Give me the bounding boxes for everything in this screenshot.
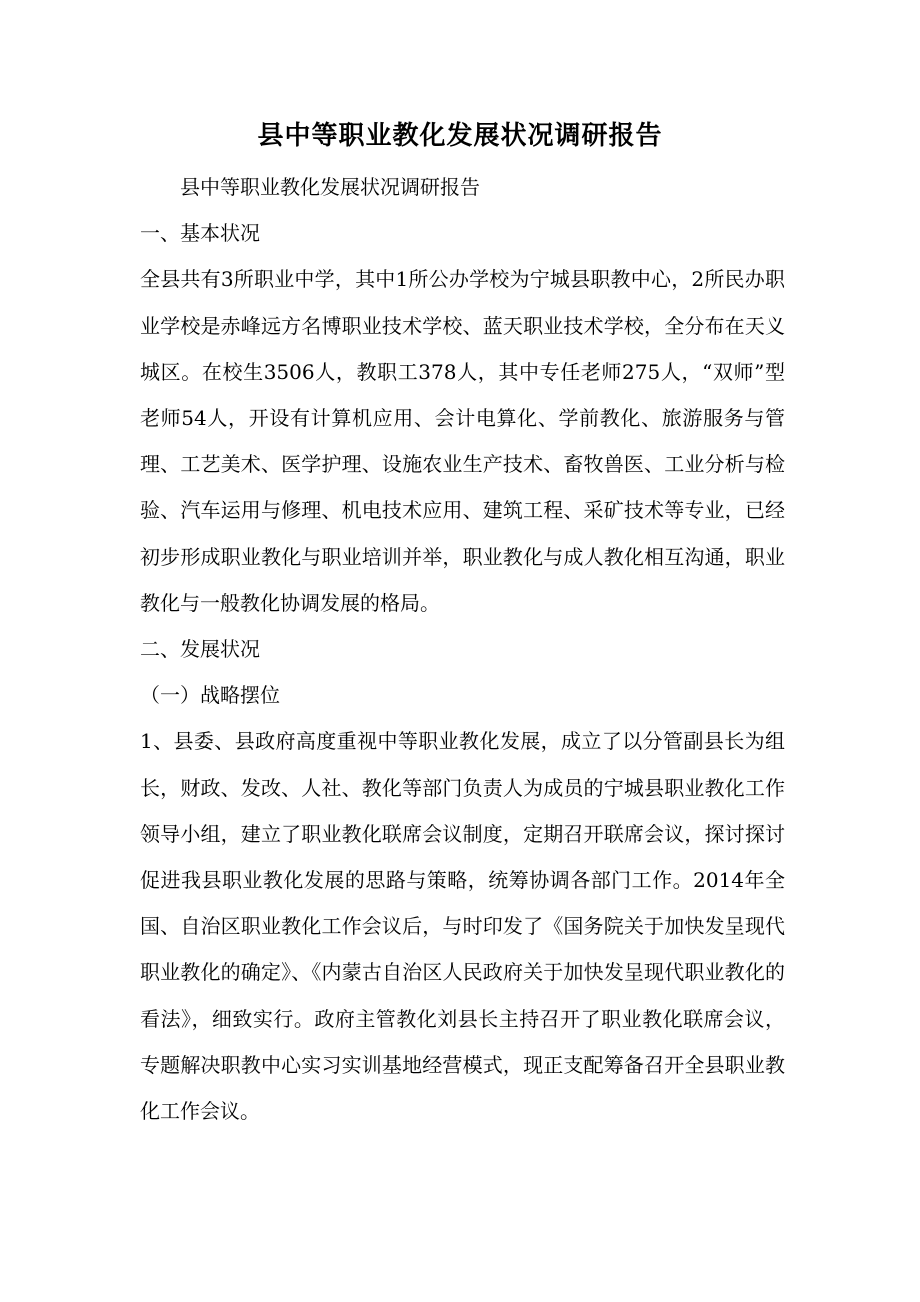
document-title: 县中等职业教化发展状况调研报告 [257, 121, 663, 151]
section-heading-development: 二、发展状况 [140, 637, 260, 662]
subsection-heading-strategy: （一）战略摆位 [140, 683, 280, 708]
section-heading-basic: 一、基本状况 [140, 221, 260, 246]
paragraph-basic-status: 全县共有3所职业中学，其中1所公办学校为宁城县职教中心，2所民办职业学校是赤峰远方名博职业技术学校、蓝天职业技术学校，全分布在天义城区。在校生3506人，教职工378人，其中专任老师275人，“双师”型老师54人，开设有计算机应用、会计电算化、学前教化、旅游服务与管理、工艺美术、医学护理、设施农业生产技术、畜牧兽医、工业分析与检验、汽车运用与修理、机电技术应用、建筑工程、采矿技术等专业，已经初步形成职业教化与职业培训并举，职业教化与成人教化相互沟通，职业教化与一般教化协调发展的格局。 [140, 267, 785, 615]
paragraph-item-1: 1、县委、县政府高度重视中等职业教化发展，成立了以分管副县长为组长，财政、发改、人社、教化等部门负责人为成员的宁城县职业教化工作领导小组，建立了职业教化联席会议制度，定期召开联席会议，探讨探讨促进我县职业教化发展的思路与策略，统筹协调各部门工作。2014年全国、自治区职业教化工作会议后，与时印发了《国务院关于加快发呈现代职业教化的确定》、《内蒙古自治区人民政府关于加快发呈现代职业教化的看法》，细致实行。政府主管教化刘县长主持召开了职业教化联席会议，专题解决职教中心实习实训基地经营模式，现正支配筹备召开全县职业教化工作会议。 [140, 729, 785, 1124]
document-subtitle: 县中等职业教化发展状况调研报告 [180, 175, 480, 199]
document-body [140, 164, 785, 1134]
